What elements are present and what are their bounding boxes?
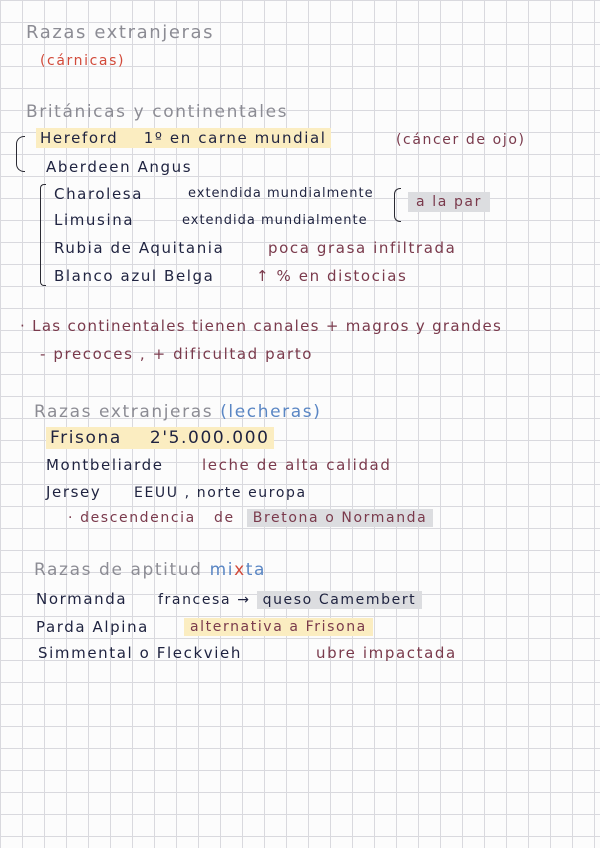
- breed-rubia: Rubia de Aquitania: [54, 239, 225, 257]
- section-title-lecheras: [34, 404, 321, 421]
- breed-charolesa: Charolesa: [54, 185, 143, 203]
- normanda-product: queso Camembert: [257, 591, 423, 609]
- frisona-count: 2'5.000.000: [149, 428, 270, 448]
- frisona-highlight: [46, 427, 274, 449]
- normanda-detail: [158, 593, 422, 607]
- bullet-precoces: - precoces , + dificultad parto: [40, 345, 314, 363]
- bullet-continentales-text: Las continentales tienen canales + magros y grandes: [32, 317, 503, 335]
- blanco-note: ↑ % en distocias: [256, 267, 408, 285]
- section-subtitle-carnicas: (cárnicas): [40, 53, 126, 69]
- bracket-charolesa-limusina: [394, 188, 401, 222]
- bullet-continentales: [20, 319, 502, 334]
- parda-note: alternativa a Frisona: [184, 618, 373, 636]
- descendencia-de: de: [213, 510, 235, 526]
- hereford-extra: (cáncer de ojo): [396, 132, 526, 148]
- a-la-par-highlight: a la par: [408, 192, 490, 212]
- breed-jersey: Jersey: [46, 483, 102, 501]
- mixta-letter-i: i: [227, 560, 235, 580]
- jersey-note: EEUU , norte europa: [134, 485, 307, 501]
- bracket-britanicas: [16, 136, 25, 172]
- hereford-highlight: [36, 128, 331, 148]
- descendencia-prefix: · descendencia: [68, 510, 196, 526]
- simmental-note: ubre impactada: [316, 644, 457, 662]
- row-hereford: [36, 131, 331, 146]
- section-title-mixta: [34, 562, 266, 579]
- breed-montbeliarde: Montbeliarde: [46, 456, 164, 474]
- mixta-letter-m: m: [209, 560, 228, 580]
- breed-normanda: Normanda: [36, 590, 128, 608]
- group-title-britanicas: Británicas y continentales: [26, 102, 289, 122]
- section-title-carnicas: Razas extranjeras: [26, 22, 215, 43]
- mixta-letter-x: x: [234, 560, 246, 580]
- breed-blanco-azul: Blanco azul Belga: [54, 267, 215, 285]
- mixta-title: Razas de aptitud: [34, 560, 203, 580]
- normanda-note: francesa: [158, 592, 232, 608]
- montbeliarde-note: leche de alta calidad: [202, 456, 392, 474]
- charolesa-note: extendida mundialmente: [188, 186, 374, 201]
- breed-angus: Aberdeen Angus: [46, 158, 193, 176]
- breed-limusina: Limusina: [54, 211, 135, 229]
- bullet-dot: ·: [20, 317, 27, 335]
- breed-simmental: Simmental o Fleckvieh: [38, 644, 242, 662]
- breed-hereford: Hereford: [40, 129, 119, 147]
- breed-frisona: Frisona: [50, 428, 122, 448]
- row-frisona: [46, 430, 274, 447]
- mixta-letters-ta: ta: [245, 560, 267, 580]
- hereford-note: 1º en carne mundial: [143, 129, 327, 147]
- descendencia-origin: Bretona o Normanda: [247, 509, 434, 527]
- mixta-word: [210, 560, 266, 580]
- lecheras-subtitle: (lecheras): [220, 402, 322, 422]
- parda-note-row: [184, 620, 373, 634]
- limusina-note: extendida mundialmente: [182, 213, 368, 228]
- bracket-continentales: [40, 184, 46, 286]
- a-la-par-note: [408, 195, 490, 209]
- lecheras-title: Razas extranjeras: [34, 402, 214, 422]
- rubia-note: poca grasa infiltrada: [268, 239, 457, 257]
- descendencia-row: [68, 511, 433, 525]
- arrow-icon: →: [237, 592, 251, 608]
- breed-parda-alpina: Parda Alpina: [36, 618, 149, 636]
